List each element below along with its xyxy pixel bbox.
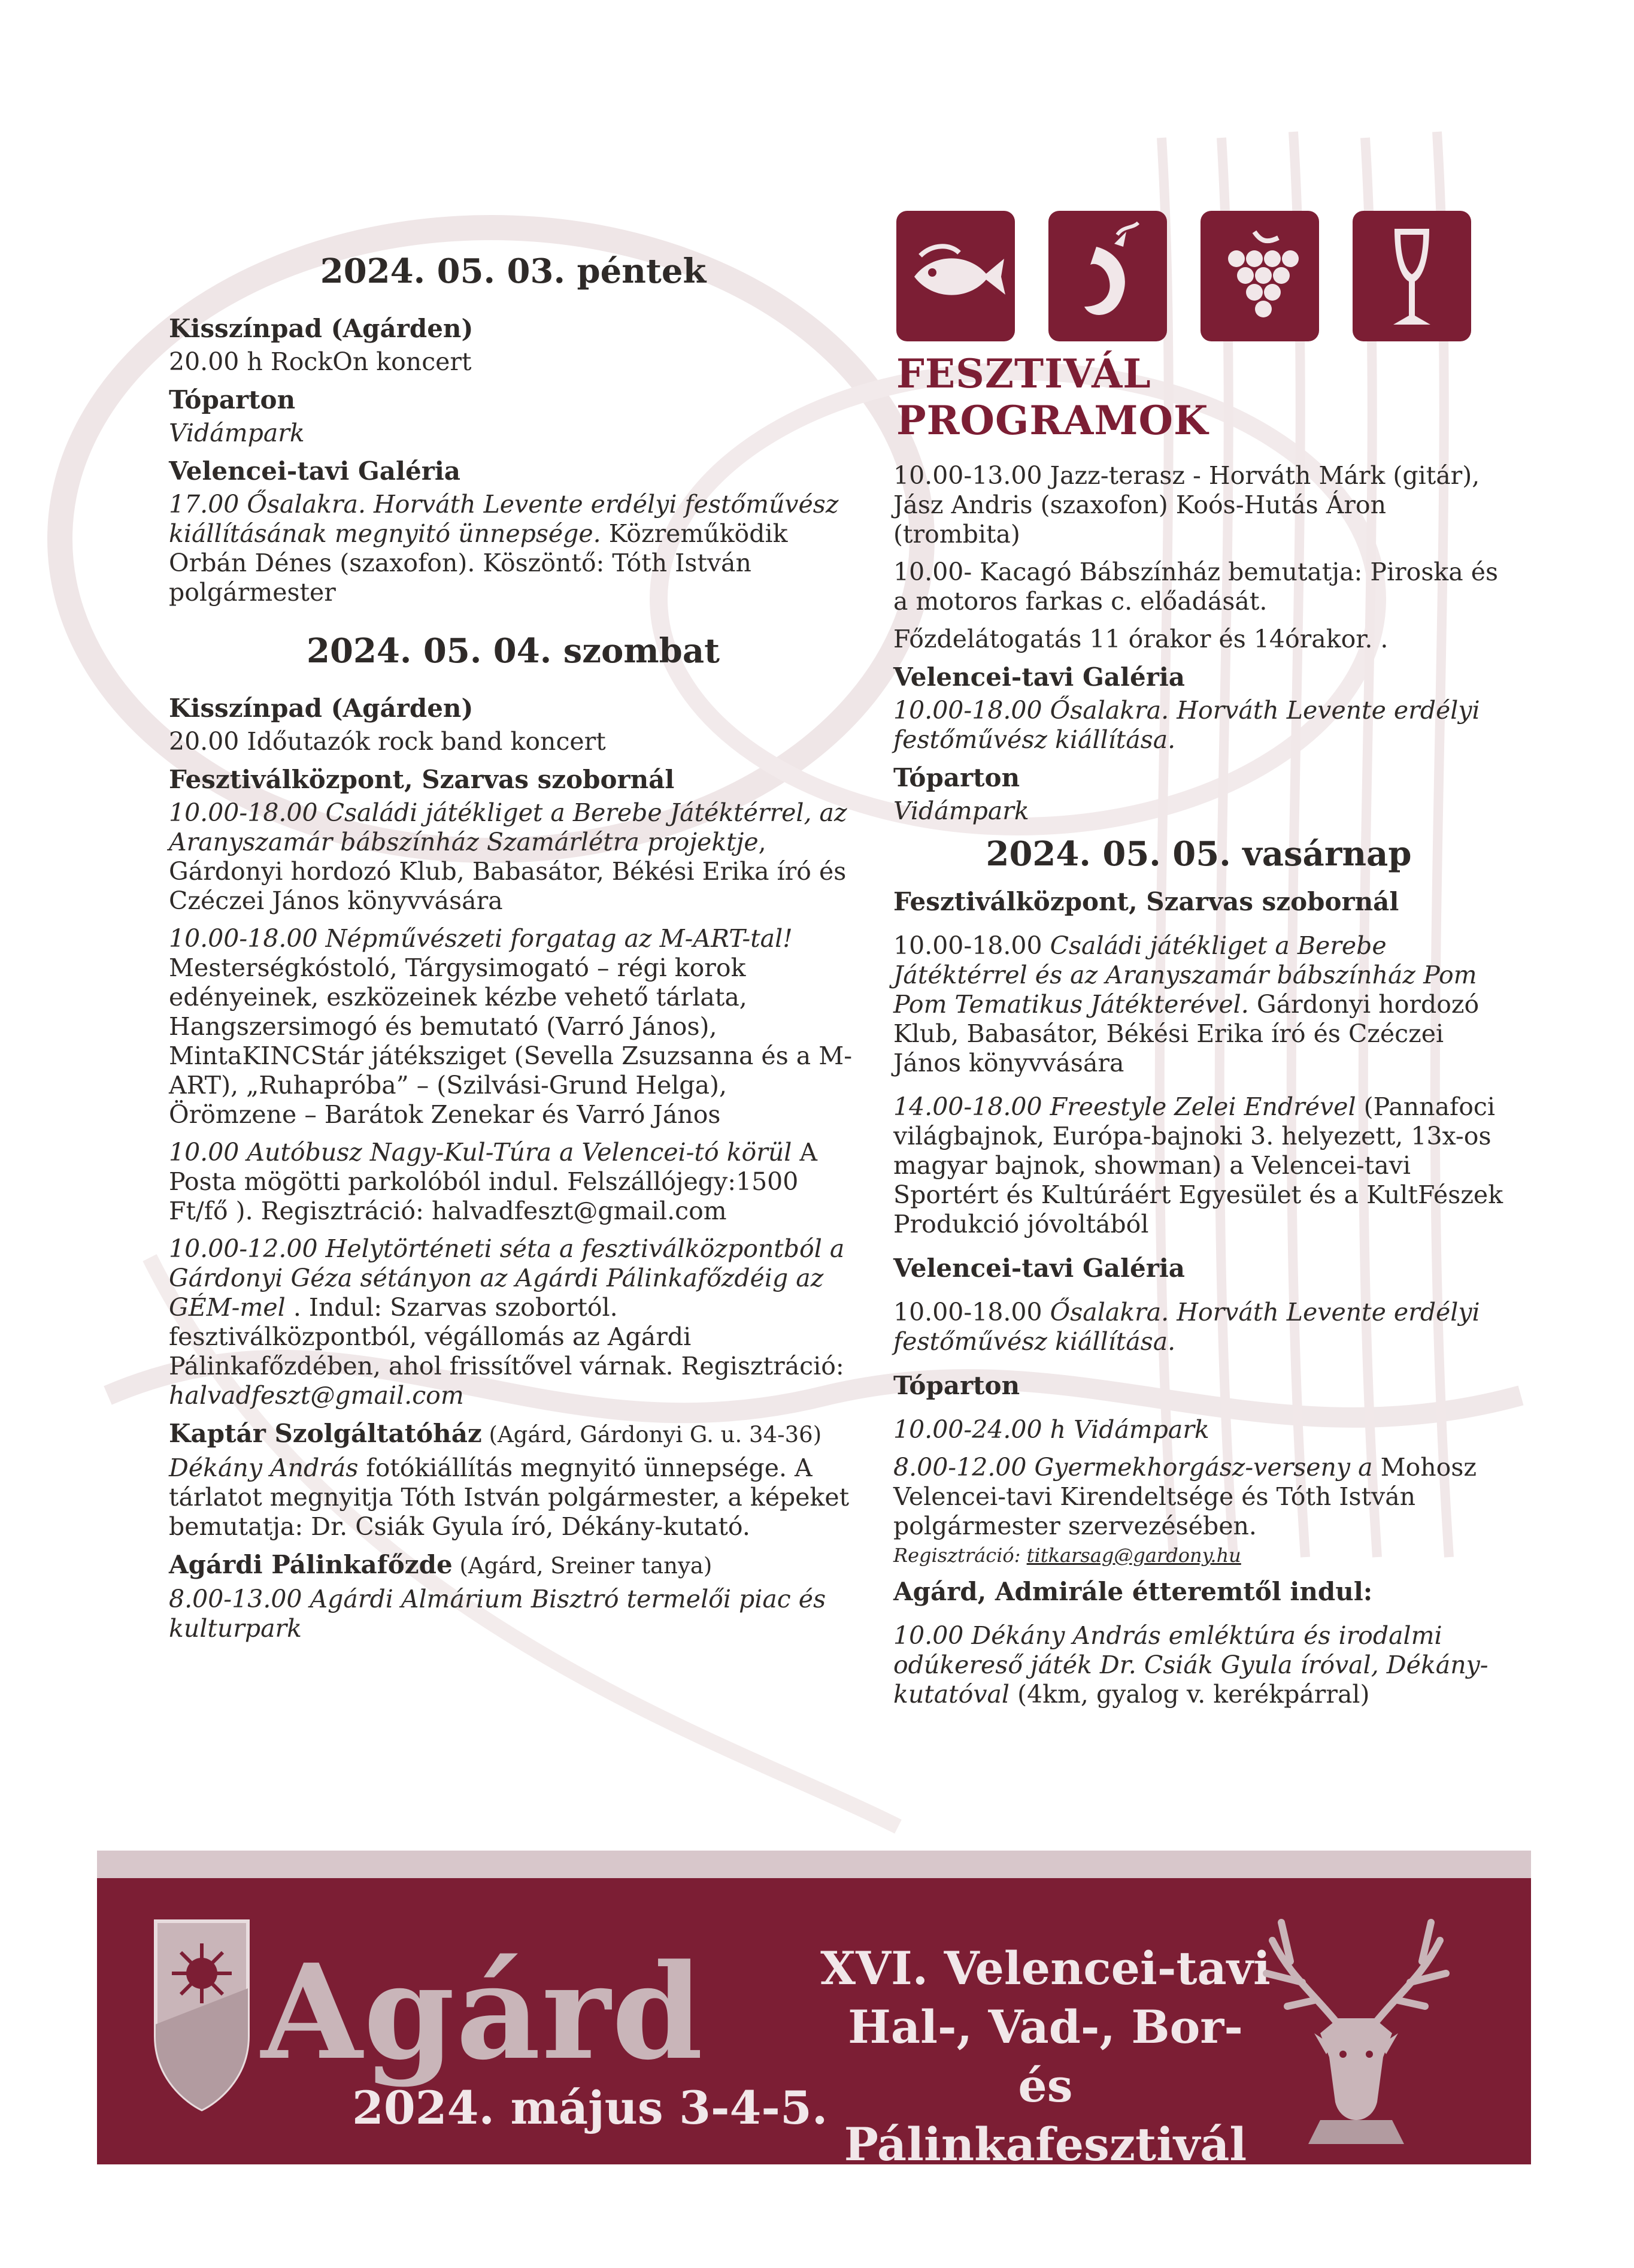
venue-heading: Agárdi Pálinkafőzde (Agárd, Sreiner tanya) (169, 1550, 713, 1579)
festival-name-line: XVI. Velencei-tavi (820, 1942, 1271, 1995)
program-item: Főzdelátogatás 11 órakor és 14órakor. . (893, 625, 1389, 653)
pheasant-icon (1048, 211, 1167, 341)
right-column (893, 461, 1504, 1718)
program-item: 20.00 h RockOn koncert (169, 347, 472, 376)
coat-of-arms-icon (151, 1916, 253, 2114)
grapes-icon (1201, 211, 1319, 341)
fish-icon (896, 211, 1015, 341)
program-item: 10.00-18.00 Ősalakra. Horváth Levente erdélyi festőművész kiállítása. (893, 1298, 1480, 1356)
program-item: 10.00-13.00 Jazz-terasz - Horváth Márk (gitár), Jász Andris (szaxofon) Koós-Hutás Áron (trombita) (893, 461, 1480, 549)
program-item: Dékány András fotókiállítás megnyitó ünnepsége. A tárlatot megnyitja Tóth István polgármester, a képeket bemutatja: Dr. Csiák Gyula író, Dékány-kutató. (169, 1454, 850, 1541)
venue-heading: Kisszínpad (Agárden) (169, 694, 474, 723)
day-title-sunday: 2024. 05. 05. vasárnap (986, 834, 1412, 874)
program-item: 10.00 Autóbusz Nagy-Kul-Túra a Velencei-tó körül A Posta mögötti parkolóból indul. Felszállójegy:1500 Ft/fő ). Regisztráció: halvadfeszt@gmail.com (169, 1138, 818, 1225)
theme-icons (896, 211, 1471, 341)
venue-heading: Kaptár Szolgáltatóház (Agárd, Gárdonyi G. u. 34-36) (169, 1419, 822, 1448)
festival-name (818, 1939, 1273, 2174)
glass-icon (1353, 211, 1471, 341)
venue-heading: Agárd, Admirále étteremtől indul: (893, 1577, 1373, 1606)
venue-heading: Kisszínpad (Agárden) (169, 314, 474, 343)
town-name: Agárd (261, 1936, 705, 2089)
program-item: 10.00-24.00 h Vidámpark (893, 1415, 1209, 1444)
registration-line: Regisztráció: titkarsag@gardony.hu (893, 1544, 1241, 1567)
program-item: 10.00- Kacagó Bábszínház bemutatja: Piroska és a motoros farkas c. előadását. (893, 558, 1499, 616)
left-column (169, 240, 857, 1652)
day-title-saturday: 2024. 05. 04. szombat (307, 631, 720, 671)
program-item: 17.00 Ősalakra. Horváth Levente erdélyi festőművész kiállításának megnyitó ünnepsége. Közreműködik Orbán Dénes (szaxofon). Köszöntő: Tóth István polgármester (169, 490, 839, 607)
day-title-friday: 2024. 05. 03. péntek (320, 252, 707, 291)
program-item: 8.00-13.00 Agárdi Almárium Bisztró termelői piac és kulturpark (169, 1585, 826, 1643)
venue-heading: Velencei-tavi Galéria (893, 1253, 1185, 1283)
program-item: 20.00 Időutazók rock band koncert (169, 727, 606, 756)
program-item: Vidámpark (893, 797, 1029, 825)
program-item: Vidámpark (169, 419, 305, 447)
festival-name-line: Pálinkafesztivál (844, 2118, 1247, 2171)
program-item: 10.00-18.00 Ősalakra. Horváth Levente erdélyi festőművész kiállítása. (893, 696, 1480, 754)
deer-head-icon (1254, 1904, 1458, 2150)
program-item: 10.00-18.00 Családi játékliget a Berebe Játéktérrel és az Aranyszamár bábszínház Pom Pom Tematikus Játékterével. Gárdonyi hordozó Klub, Babasátor, Békési Erika író és Czéczei János könyvvására (893, 931, 1480, 1077)
venue-heading: Fesztiválközpont, Szarvas szobornál (893, 887, 1399, 916)
venue-heading: Tóparton (893, 1371, 1020, 1400)
venue-heading: Velencei-tavi Galéria (169, 456, 460, 486)
footer-divider (97, 1851, 1531, 1878)
festival-name-line: Hal-, Vad-, Bor- és (848, 2000, 1243, 2112)
program-item: 10.00 Dékány András emléktúra és irodalmi odúkereső játék Dr. Csiák Gyula íróval, Dékány-kutatóval (4km, gyalog v. kerékpárral) (893, 1621, 1489, 1709)
festival-dates: 2024. május 3-4-5. (352, 2081, 828, 2134)
program-item: 10.00-18.00 Népművészeti forgatag az M-ART-tal! Mesterségkóstoló, Tárgysimogató – régi korok edényeinek, eszközeinek kézbe vehető tárlata, Hangszersimogó és bemutató (Varró János), MintaKINCStár játéksziget (Sevella Zsuzsanna és a M-ART), „Ruhapróba” – (Szilvási-Grund Helga), Örömzene – Barátok Zenekar és Varró János (169, 924, 853, 1129)
festival-programs-title: FESZTIVÁL PROGRAMOK (896, 350, 1209, 444)
program-item: 8.00-12.00 Gyermekhorgász-verseny a Mohosz Velencei-tavi Kirendeltsége és Tóth István polgármester szervezésében. (893, 1453, 1477, 1540)
venue-heading: Tóparton (893, 763, 1020, 792)
venue-heading: Tóparton (169, 385, 296, 414)
registration-email-link[interactable]: titkarsag@gardony.hu (1026, 1544, 1241, 1567)
venue-heading: Velencei-tavi Galéria (893, 662, 1185, 692)
program-item: 14.00-18.00 Freestyle Zelei Endrével (Pannafoci világbajnok, Európa-bajnoki 3. helyezett, 13x-os magyar bajnok, showman) a Velencei-tavi Sportért és Kultúráért Egyesület és a KultFészek Produkció jóvoltából (893, 1092, 1503, 1239)
program-item: 10.00-12.00 Helytörténeti séta a fesztiválközpontból a Gárdonyi Géza sétányon az Agárdi Pálinkafőzdéig az GÉM-mel . Indul: Szarvas szobortól. fesztiválközpontból, végállomás az Agárdi Pálinkafőzdében, ahol frissítővel várnak. Regisztráció: halvadfeszt@gmail.com (169, 1234, 845, 1410)
program-item: 10.00-18.00 Családi játékliget a Berebe Játéktérrel, az Aranyszamár bábszínház Szamárlétra projektje, Gárdonyi hordozó Klub, Babasátor, Békési Erika író és Czéczei János könyvvására (169, 798, 847, 915)
venue-heading: Fesztiválközpont, Szarvas szobornál (169, 765, 675, 794)
